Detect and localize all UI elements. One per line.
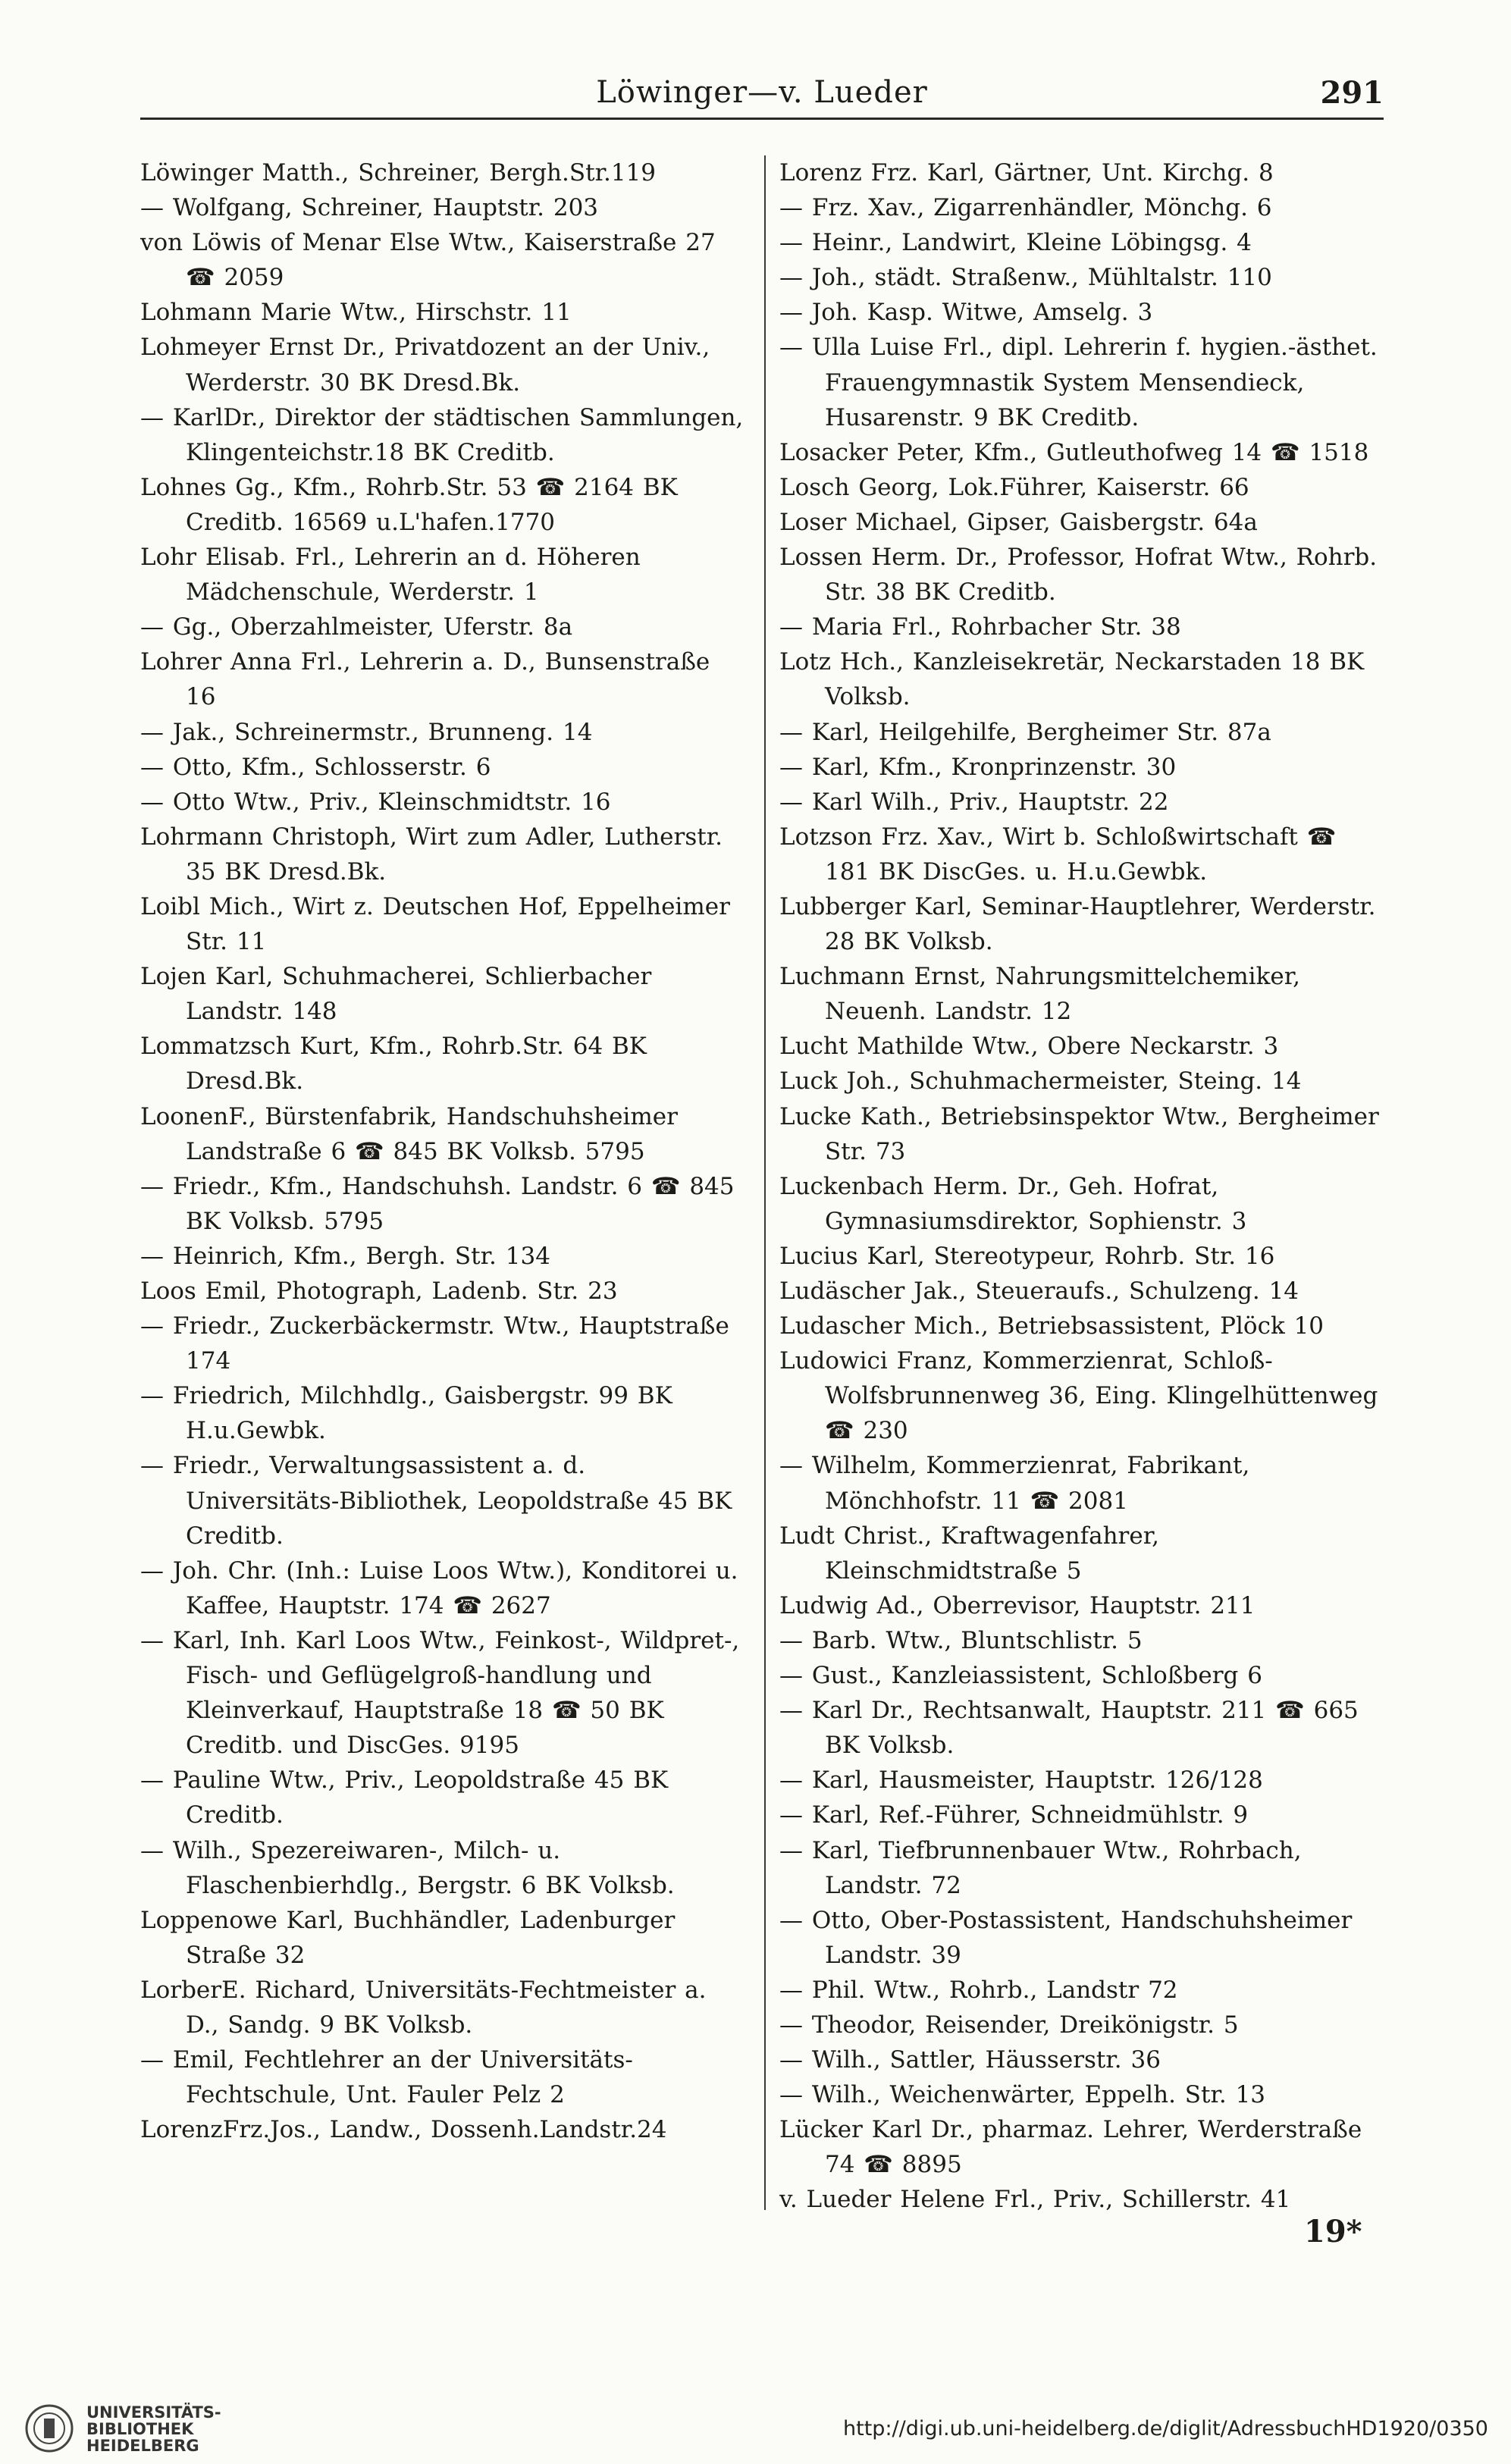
directory-entry: Lohmeyer Ernst Dr., Privatdozent an der Univ., Werderstr. 30 BK Dresd.Bk. bbox=[140, 334, 710, 397]
directory-entry: — Theodor, Reisender, Dreikönigstr. 5 bbox=[779, 2011, 1239, 2039]
directory-entry: Ludowici Franz, Kommerzienrat, Schloß-Wolfsbrunnenweg 36, Eing. Klingelhüttenweg ☎ 230 bbox=[779, 1347, 1378, 1445]
directory-entry: Lossen Herm. Dr., Professor, Hofrat Wtw., Rohrb. Str. 38 BK Creditb. bbox=[779, 544, 1378, 607]
directory-entry: Loppenowe Karl, Buchhändler, Ladenburger Straße 32 bbox=[140, 1906, 676, 1969]
directory-entry: — Friedr., Verwaltungsassistent a. d. Universitäts-Bibliothek, Leopoldstraße 45 BK Creditb. bbox=[140, 1452, 732, 1550]
directory-entry: Luchmann Ernst, Nahrungsmittelchemiker, Neuenh. Landstr. 12 bbox=[779, 963, 1300, 1026]
directory-entry: Lotzson Frz. Xav., Wirt b. Schloßwirtschaft ☎ 181 BK DiscGes. u. H.u.Gewbk. bbox=[779, 823, 1337, 886]
footer bbox=[0, 2388, 1511, 2464]
directory-entry: — Heinrich, Kfm., Bergh. Str. 134 bbox=[140, 1242, 550, 1270]
directory-entry: — Joh. Kasp. Witwe, Amselg. 3 bbox=[779, 299, 1153, 327]
directory-entry: — Karl Wilh., Priv., Hauptstr. 22 bbox=[779, 788, 1169, 816]
directory-entry: Lucke Kath., Betriebsinspektor Wtw., Bergheimer Str. 73 bbox=[779, 1102, 1379, 1165]
directory-entry: Luckenbach Herm. Dr., Geh. Hofrat, Gymnasiumsdirektor, Sophienstr. 3 bbox=[779, 1172, 1247, 1235]
library-seal-icon bbox=[24, 2403, 74, 2453]
directory-entry: — Friedr., Kfm., Handschuhsh. Landstr. 6 ☎ 845 BK Volksb. 5795 bbox=[140, 1172, 735, 1235]
directory-entry: Lorenz Frz. Karl, Gärtner, Unt. Kirchg. 8 bbox=[779, 159, 1274, 187]
directory-entry: — Otto, Ober-Postassistent, Handschuhsheimer Landstr. 39 bbox=[779, 1906, 1353, 1969]
directory-entry: Ludascher Mich., Betriebsassistent, Plöck 10 bbox=[779, 1312, 1324, 1340]
directory-entry: — Pauline Wtw., Priv., Leopoldstraße 45 BK Creditb. bbox=[140, 1766, 669, 1829]
directory-entry: LorberE. Richard, Universitäts-Fechtmeister a. D., Sandg. 9 BK Volksb. bbox=[140, 1976, 707, 2039]
directory-entry: — Wilh., Weichenwärter, Eppelh. Str. 13 bbox=[779, 2081, 1266, 2109]
directory-entry: Lommatzsch Kurt, Kfm., Rohrb.Str. 64 BK Dresd.Bk. bbox=[140, 1033, 647, 1096]
directory-entry: v. Lueder Helene Frl., Priv., Schillerstr. 41 bbox=[779, 2186, 1291, 2214]
directory-entry: LorenzFrz.Jos., Landw., Dossenh.Landstr.24 bbox=[140, 2116, 667, 2144]
directory-entry: — Otto Wtw., Priv., Kleinschmidtstr. 16 bbox=[140, 788, 611, 816]
signature-mark: 19* bbox=[1304, 2214, 1362, 2249]
directory-entry: — Karl, Kfm., Kronprinzenstr. 30 bbox=[779, 753, 1177, 781]
directory-entry: — Karl, Tiefbrunnenbauer Wtw., Rohrbach, Landstr. 72 bbox=[779, 1836, 1302, 1899]
column-divider bbox=[764, 155, 766, 2210]
directory-entry: Ludt Christ., Kraftwagenfahrer, Kleinschmidtstraße 5 bbox=[779, 1522, 1159, 1585]
directory-entry: Lücker Karl Dr., pharmaz. Lehrer, Werderstraße 74 ☎ 8895 bbox=[779, 2116, 1362, 2179]
directory-entry: — Gg., Oberzahlmeister, Uferstr. 8a bbox=[140, 613, 573, 641]
directory-entry: Losch Georg, Lok.Führer, Kaiserstr. 66 bbox=[779, 473, 1249, 501]
directory-entry: — Wolfgang, Schreiner, Hauptstr. 203 bbox=[140, 194, 599, 222]
directory-entry: — Jak., Schreinermstr., Brunneng. 14 bbox=[140, 718, 593, 746]
directory-entry: Lohnes Gg., Kfm., Rohrb.Str. 53 ☎ 2164 BK Creditb. 16569 u.L'hafen.1770 bbox=[140, 473, 678, 536]
directory-entry: Lotz Hch., Kanzleisekretär, Neckarstaden 18 BK Volksb. bbox=[779, 648, 1365, 711]
directory-entry: — Karl, Ref.-Führer, Schneidmühlstr. 9 bbox=[779, 1801, 1249, 1829]
directory-entry: — Maria Frl., Rohrbacher Str. 38 bbox=[779, 613, 1181, 641]
directory-entry: — Karl, Hausmeister, Hauptstr. 126/128 bbox=[779, 1766, 1263, 1795]
directory-entry: Lohr Elisab. Frl., Lehrerin an d. Höheren Mädchenschule, Werderstr. 1 bbox=[140, 544, 641, 607]
directory-entry: — Wilh., Sattler, Häusserstr. 36 bbox=[779, 2046, 1161, 2074]
source-url[interactable]: http://digi.ub.uni-heidelberg.de/diglit/AdressbuchHD1920/0350 bbox=[843, 2417, 1488, 2440]
library-logo-text: UNIVERSITÄTS- BIBLIOTHEK HEIDELBERG bbox=[86, 2403, 221, 2455]
directory-entry: — Karl Dr., Rechtsanwalt, Hauptstr. 211 ☎ 665 BK Volksb. bbox=[779, 1697, 1359, 1760]
directory-entry: — Wilh., Spezereiwaren-, Milch- u. Flaschenbierhdlg., Bergstr. 6 BK Volksb. bbox=[140, 1836, 675, 1899]
directory-entry: — Frz. Xav., Zigarrenhändler, Mönchg. 6 bbox=[779, 194, 1272, 222]
directory-entry: — Ulla Luise Frl., dipl. Lehrerin f. hygien.-ästhet. Frauengymnastik System Mensendieck, Husarenstr. 9 BK Creditb. bbox=[779, 334, 1378, 431]
page-header bbox=[140, 72, 1384, 120]
directory-entry: Löwinger Matth., Schreiner, Bergh.Str.119 bbox=[140, 159, 657, 187]
directory-entry: LoonenF., Bürstenfabrik, Handschuhsheimer Landstraße 6 ☎ 845 BK Volksb. 5795 bbox=[140, 1102, 678, 1165]
directory-entry: Lojen Karl, Schuhmacherei, Schlierbacher Landstr. 148 bbox=[140, 963, 652, 1026]
directory-entry: Lucius Karl, Stereotypeur, Rohrb. Str. 16 bbox=[779, 1242, 1275, 1270]
right-column bbox=[779, 155, 1386, 2218]
directory-entry: — Joh. Chr. (Inh.: Luise Loos Wtw.), Konditorei u. Kaffee, Hauptstr. 174 ☎ 2627 bbox=[140, 1556, 738, 1619]
directory-entry: — Phil. Wtw., Rohrb., Landstr 72 bbox=[779, 1976, 1178, 2004]
running-head: Löwinger—v. Lueder bbox=[596, 75, 928, 110]
directory-entry: — Karl, Inh. Karl Loos Wtw., Feinkost-, Wildpret-, Fisch- und Geflügelgroß-handlung und Kleinverkauf, Hauptstraße 18 ☎ 50 BK Creditb. und DiscGes. 9195 bbox=[140, 1626, 740, 1760]
page-number: 291 bbox=[1320, 75, 1384, 111]
directory-entry: Losacker Peter, Kfm., Gutleuthofweg 14 ☎ 1518 bbox=[779, 438, 1369, 466]
left-column bbox=[140, 155, 747, 2147]
directory-entry: Loos Emil, Photograph, Ladenb. Str. 23 bbox=[140, 1277, 618, 1305]
directory-entry: — Karl, Heilgehilfe, Bergheimer Str. 87a bbox=[779, 718, 1271, 746]
directory-entry: — Heinr., Landwirt, Kleine Löbingsg. 4 bbox=[779, 229, 1252, 257]
directory-entry: Ludäscher Jak., Steueraufs., Schulzeng. 14 bbox=[779, 1277, 1299, 1305]
directory-entry: — Emil, Fechtlehrer an der Universitäts-Fechtschule, Unt. Fauler Pelz 2 bbox=[140, 2046, 633, 2109]
directory-columns bbox=[140, 155, 1384, 2214]
directory-entry: Loser Michael, Gipser, Gaisbergstr. 64a bbox=[779, 508, 1258, 536]
directory-entry: Lohrer Anna Frl., Lehrerin a. D., Bunsenstraße 16 bbox=[140, 648, 710, 711]
directory-entry: — Otto, Kfm., Schlosserstr. 6 bbox=[140, 753, 491, 781]
directory-entry: Ludwig Ad., Oberrevisor, Hauptstr. 211 bbox=[779, 1591, 1256, 1619]
directory-entry: — Barb. Wtw., Bluntschlistr. 5 bbox=[779, 1626, 1143, 1654]
directory-entry: Lohmann Marie Wtw., Hirschstr. 11 bbox=[140, 299, 572, 327]
directory-entry: — Joh., städt. Straßenw., Mühltalstr. 110 bbox=[779, 264, 1272, 292]
library-logo bbox=[24, 2400, 290, 2460]
directory-entry: — KarlDr., Direktor der städtischen Sammlungen, Klingenteichstr.18 BK Creditb. bbox=[140, 403, 744, 466]
directory-entry: Loibl Mich., Wirt z. Deutschen Hof, Eppelheimer Str. 11 bbox=[140, 892, 730, 956]
directory-entry: Lubberger Karl, Seminar-Hauptlehrer, Werderstr. 28 BK Volksb. bbox=[779, 892, 1376, 956]
directory-entry: Lucht Mathilde Wtw., Obere Neckarstr. 3 bbox=[779, 1033, 1279, 1061]
directory-entry: — Gust., Kanzleiassistent, Schloßberg 6 bbox=[779, 1662, 1262, 1690]
directory-entry: — Wilhelm, Kommerzienrat, Fabrikant, Mönchhofstr. 11 ☎ 2081 bbox=[779, 1452, 1250, 1515]
directory-entry: Lohrmann Christoph, Wirt zum Adler, Lutherstr. 35 BK Dresd.Bk. bbox=[140, 823, 723, 886]
directory-entry: von Löwis of Menar Else Wtw., Kaiserstraße 27 ☎ 2059 bbox=[140, 229, 716, 292]
directory-entry: Luck Joh., Schuhmachermeister, Steing. 14 bbox=[779, 1067, 1302, 1096]
directory-entry: — Friedr., Zuckerbäckermstr. Wtw., Hauptstraße 174 bbox=[140, 1312, 729, 1375]
directory-entry: — Friedrich, Milchhdlg., Gaisbergstr. 99 BK H.u.Gewbk. bbox=[140, 1382, 672, 1445]
